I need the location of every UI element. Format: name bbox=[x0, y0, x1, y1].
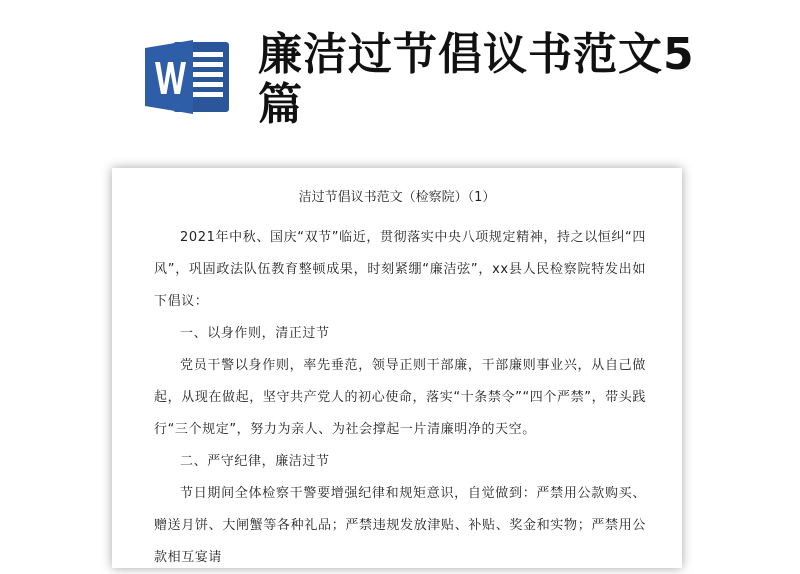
document-page bbox=[112, 168, 682, 568]
paragraph: 节日期间全体检察干警要增强纪律和规矩意识，自觉做到：严禁用公款购买、赠送月饼、大闸蟹等各种礼品；严禁违规发放津贴、补贴、奖金和实物；严禁用公款相互宴请 bbox=[154, 486, 646, 565]
paragraph: 党员干警以身作则，率先垂范，领导正则干部廉，干部廉则事业兴，从自己做起，从现在做起，坚守共产党人的初心使命，落实“十条禁令”“四个严禁”，带头践行“三个规定”，努力为亲人、为社会撑起一片清廉明净的天空。 bbox=[154, 358, 646, 437]
word-icon bbox=[143, 36, 233, 118]
header bbox=[0, 0, 800, 150]
section-heading: 二、严守纪律，廉洁过节 bbox=[180, 454, 330, 469]
document-title: 洁过节倡议书范文（检察院）（1） bbox=[298, 190, 496, 205]
page-title: 廉洁过节倡议书范文5篇 bbox=[258, 29, 695, 130]
paragraph: 2021年中秋、国庆“双节”临近，贯彻落实中央八项规定精神，持之以恒纠“四风”，巩固政法队伍教育整顿成果，时刻紧绷“廉洁弦”，xx县人民检察院特发出如下倡议： bbox=[154, 230, 646, 309]
section-heading: 一、以身作则，清正过节 bbox=[180, 326, 330, 341]
document-body bbox=[154, 222, 646, 574]
